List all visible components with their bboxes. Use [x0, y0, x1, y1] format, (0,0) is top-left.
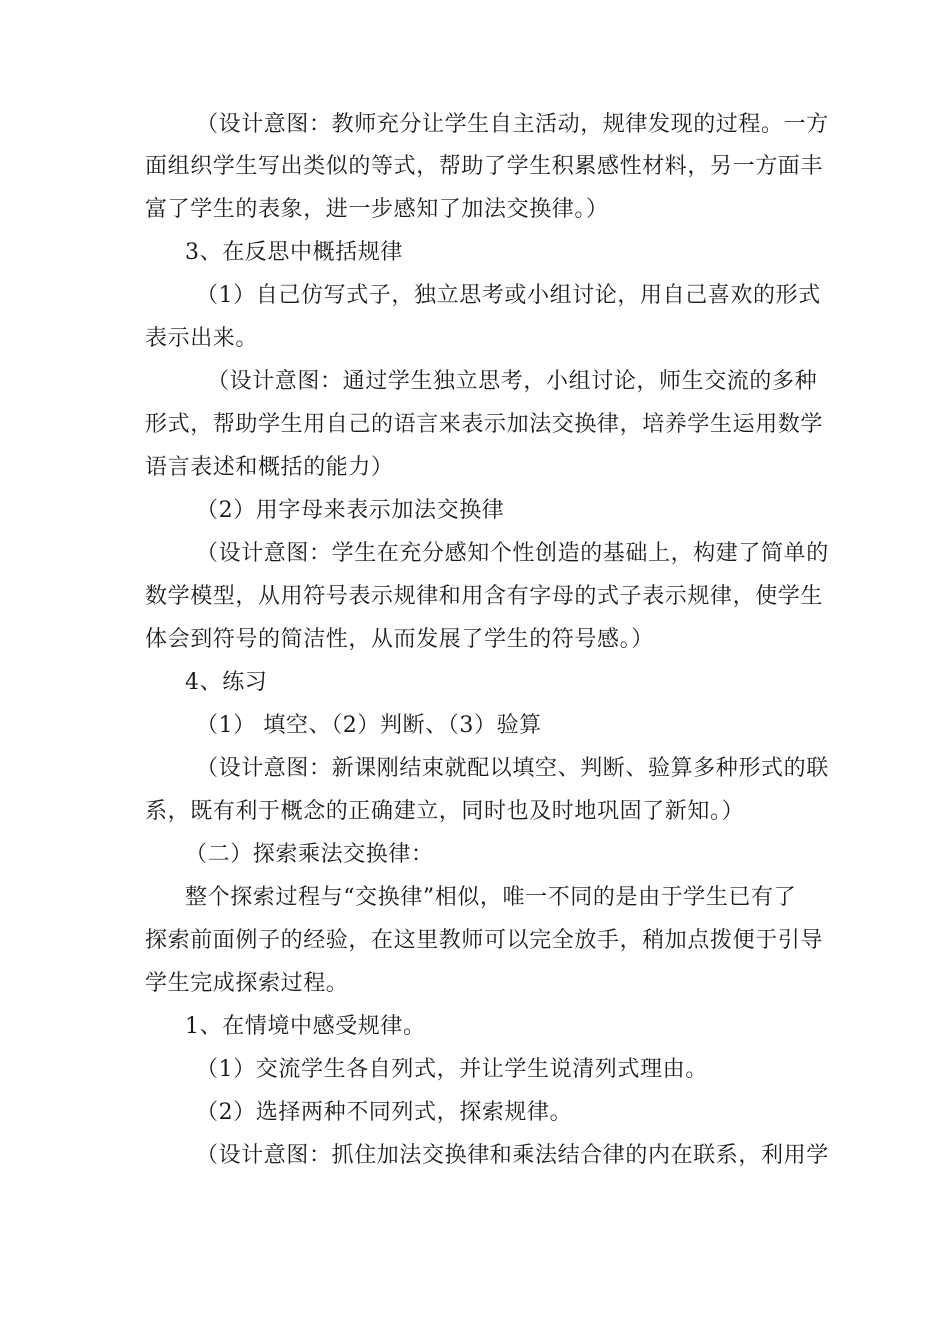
text-line: （1） 填空、（2）判断、（3）验算: [196, 713, 542, 738]
section-heading: 4、练习: [185, 670, 268, 695]
section-heading: 3、在反思中概括规律: [185, 240, 403, 265]
text-line: 体会到符号的简洁性，从而发展了学生的符号感。）: [145, 627, 654, 652]
text-line: 语言表述和概括的能力）: [145, 455, 394, 480]
text-line: 整个探索过程与“交换律”相似，唯一不同的是由于学生已有了: [185, 885, 797, 910]
text-line: （设计意图：新课刚结束就配以填空、判断、验算多种形式的联: [196, 756, 829, 781]
text-line: （1）交流学生各自列式，并让学生说清列式理由。: [196, 1057, 708, 1082]
text-line: 表示出来。: [145, 326, 259, 351]
text-line: 富了学生的表象，进一步感知了加法交换律。）: [145, 197, 609, 222]
text-line: （1）自己仿写式子，独立思考或小组讨论，用自己喜欢的形式: [196, 283, 821, 308]
text-line: 探索前面例子的经验，在这里教师可以完全放手，稍加点拨便于引导: [145, 928, 824, 953]
text-line: 学生完成探索过程。: [145, 971, 349, 996]
text-line: （设计意图：教师充分让学生自主活动，规律发现的过程。一方: [196, 112, 829, 137]
text-line: 形式，帮助学生用自己的语言来表示加法交换律，培养学生运用数学: [145, 412, 824, 437]
text-line: （设计意图：抓住加法交换律和乘法结合律的内在联系，利用学: [196, 1143, 829, 1168]
text-line: （设计意图：学生在充分感知个性创造的基础上，构建了简单的: [196, 541, 829, 566]
section-heading: （二）探索乘法交换律：: [185, 842, 434, 867]
text-line: （2）选择两种不同列式，探索规律。: [196, 1100, 573, 1125]
text-line: 数学模型，从用符号表示规律和用含有字母的式子表示规律，使学生: [145, 584, 824, 609]
section-heading: 1、在情境中感受规律。: [185, 1014, 426, 1039]
text-line: 面组织学生写出类似的等式，帮助了学生积累感性材料，另一方面丰: [145, 154, 824, 179]
text-line: （设计意图：通过学生独立思考，小组讨论，师生交流的多种: [207, 369, 818, 394]
text-line: （2）用字母来表示加法交换律: [196, 498, 505, 523]
text-line: 系，既有利于概念的正确建立，同时也及时地巩固了新知。）: [145, 799, 745, 824]
